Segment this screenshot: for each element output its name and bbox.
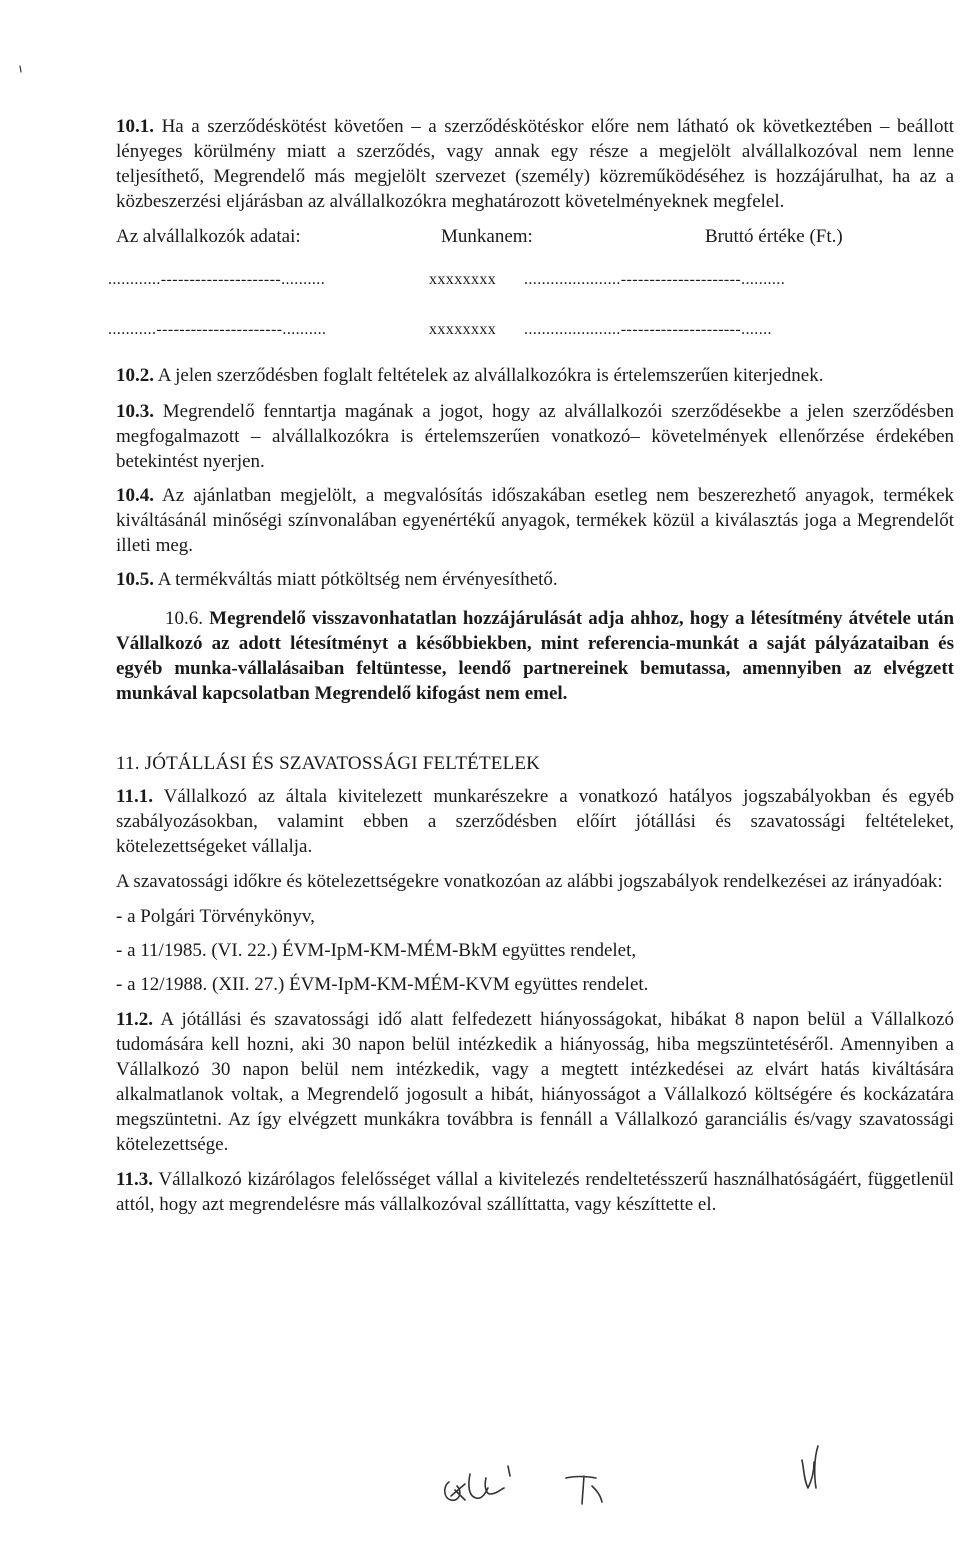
paragraph-10-4 — [116, 483, 954, 558]
paragraph-text: Vállalkozó kizárólagos felelősséget vállal a kivitelezés rendeltetésszerű használhatóságáért, függetlenül attól, hogy azt megrendelésre más vállalkozóval szállíttatta, vagy készíttette el. — [116, 1169, 954, 1215]
fill-placeholder: xxxxxxxx — [429, 271, 497, 288]
handwritten-initials — [445, 1446, 818, 1504]
paragraph-10-1 — [116, 114, 954, 214]
paragraph-text: A termékváltás miatt pótköltség nem érvényesíthető. — [157, 569, 558, 590]
fill-leader: ...........----------------------.......... — [108, 321, 327, 338]
paragraph-number: 10.3. — [116, 401, 154, 422]
paragraph-10-3 — [116, 399, 954, 474]
paragraph-number: 10.2. — [116, 365, 154, 386]
paragraph-number: 11.1. — [116, 786, 153, 807]
document-page — [108, 114, 955, 1217]
gross-value-label: Bruttó értéke (Ft.) — [705, 226, 843, 247]
paragraph-text: Megrendelő fenntartja magának a jogot, hogy az alvállalkozói szerződésekbe a jelen szerződésben megfogalmazott – alvállalkozókra is értelemszerűen vonatkozó– követelmények ellenőrzése érdekében betekintést nyerjen. — [116, 401, 954, 472]
paragraph-text: Megrendelő visszavonhatatlan hozzájárulását adja ahhoz, hogy a létesítmény átvétele után Vállalkozó az adott létesítményt a későbbiekben, mint referencia-munkát a saját pályázataiban és egyéb munka-vállalásaiban feltüntesse, leendő partnereinek bemutassa, amennyiben az elvégzett munkával kapcsolatban Megrendelő kifogást nem emel. — [116, 608, 955, 704]
paragraph-number: 10.1. — [116, 116, 154, 137]
section-heading: 11. JÓTÁLLÁSI ÉS SZAVATOSSÁGI FELTÉTELEK — [116, 753, 541, 774]
laws-intro: A szavatossági időkre és kötelezettségekre vonatkozóan az alábbi jogszabályok rendelkezései az irányadóak: — [116, 871, 943, 892]
fill-leader: ............---------------------.......... — [108, 271, 326, 288]
paragraph-text: Az ajánlatban megjelölt, a megvalósítás időszakában esetleg nem beszerezhető anyagok, termékek kiváltásánál minőségi színvonalában egyenértékű anyagok, termékek közül a kiválasztás joga a Megrendelőt illeti meg. — [116, 485, 955, 556]
fill-placeholder: xxxxxxxx — [429, 321, 497, 338]
law-list-item: - a Polgári Törvénykönyv, — [116, 906, 315, 927]
paragraph-text: Ha a szerződéskötést követően – a szerződéskötéskor előre nem látható ok következtében – beállott lényeges körülmény miatt a szerződés, vagy annak egy része a megjelölt alvállalkozóval nem lenne teljesíthető, Megrendelő más megjelölt szervezet (személy) közreműködéséhez is hozzájárulhat, ha az a közbeszerzési eljárásban az alvállalkozókra meghatározott követelményeknek megfelel. — [116, 116, 954, 212]
paragraph-11-3 — [116, 1167, 954, 1217]
paragraph-text: A jótállási és szavatossági idő alatt felfedezett hiányosságokat, hibákat 8 napon belül a Vállalkozó tudomására kell hozni, aki 30 napon belül intézkedik a hiányosság, hiba megszüntetéséről. Amennyiben a Vállalkozó 30 napon belül nem intézkedik, vagy a megtett intézkedései az elvárt hatás kiváltására alkalmatlanok voltak, a Megrendelő jogosult a hibát, hiányosságot a Vállalkozó költségére és kockázatára megszüntetni. Az így elvégzett munkákra továbbra is fennáll a Vállalkozó garanciális és/vagy szavatossági kötelezettsége. — [116, 1009, 954, 1155]
subcontractor-data-label: Az alvállalkozók adatai: — [116, 226, 301, 247]
law-list-item: - a 12/1988. (XII. 27.) ÉVM-IpM-KM-MÉM-KVM együttes rendelet. — [116, 974, 649, 995]
paragraph-number: 11.2. — [116, 1009, 153, 1030]
paragraph-10-6 — [116, 606, 954, 706]
paragraph-text: Vállalkozó az általa kivitelezett munkarészekre a vonatkozó hatályos jogszabályokban és egyéb szabályozásokban, valamint ebben a szerződésben előírt jótállási és szavatossági feltételeket, kötelezettségeket vállalja. — [116, 786, 954, 857]
paragraph-number: 11.3. — [116, 1169, 153, 1190]
paragraph-11-2 — [116, 1007, 954, 1157]
fill-leader: ......................---------------------.......... — [524, 271, 786, 288]
work-type-label: Munkanem: — [441, 226, 533, 247]
paragraph-10-5 — [116, 567, 954, 592]
subcontractor-fill-row — [108, 317, 954, 341]
paragraph-11-1 — [116, 784, 954, 859]
paragraph-number: 10.6. — [165, 608, 203, 629]
subcontractor-fill-row — [108, 267, 954, 291]
paragraph-10-2 — [116, 363, 954, 388]
fill-leader: ......................---------------------....... — [524, 321, 772, 338]
scan-speck — [20, 66, 21, 72]
paragraph-number: 10.5. — [116, 569, 154, 590]
paragraph-text: A jelen szerződésben foglalt feltételek az alvállalkozókra is értelemszerűen kiterjednek. — [157, 365, 824, 386]
paragraph-number: 10.4. — [116, 485, 154, 506]
subcontractor-header — [116, 224, 954, 249]
law-list-item: - a 11/1985. (VI. 22.) ÉVM-IpM-KM-MÉM-BkM együttes rendelet, — [116, 940, 637, 961]
